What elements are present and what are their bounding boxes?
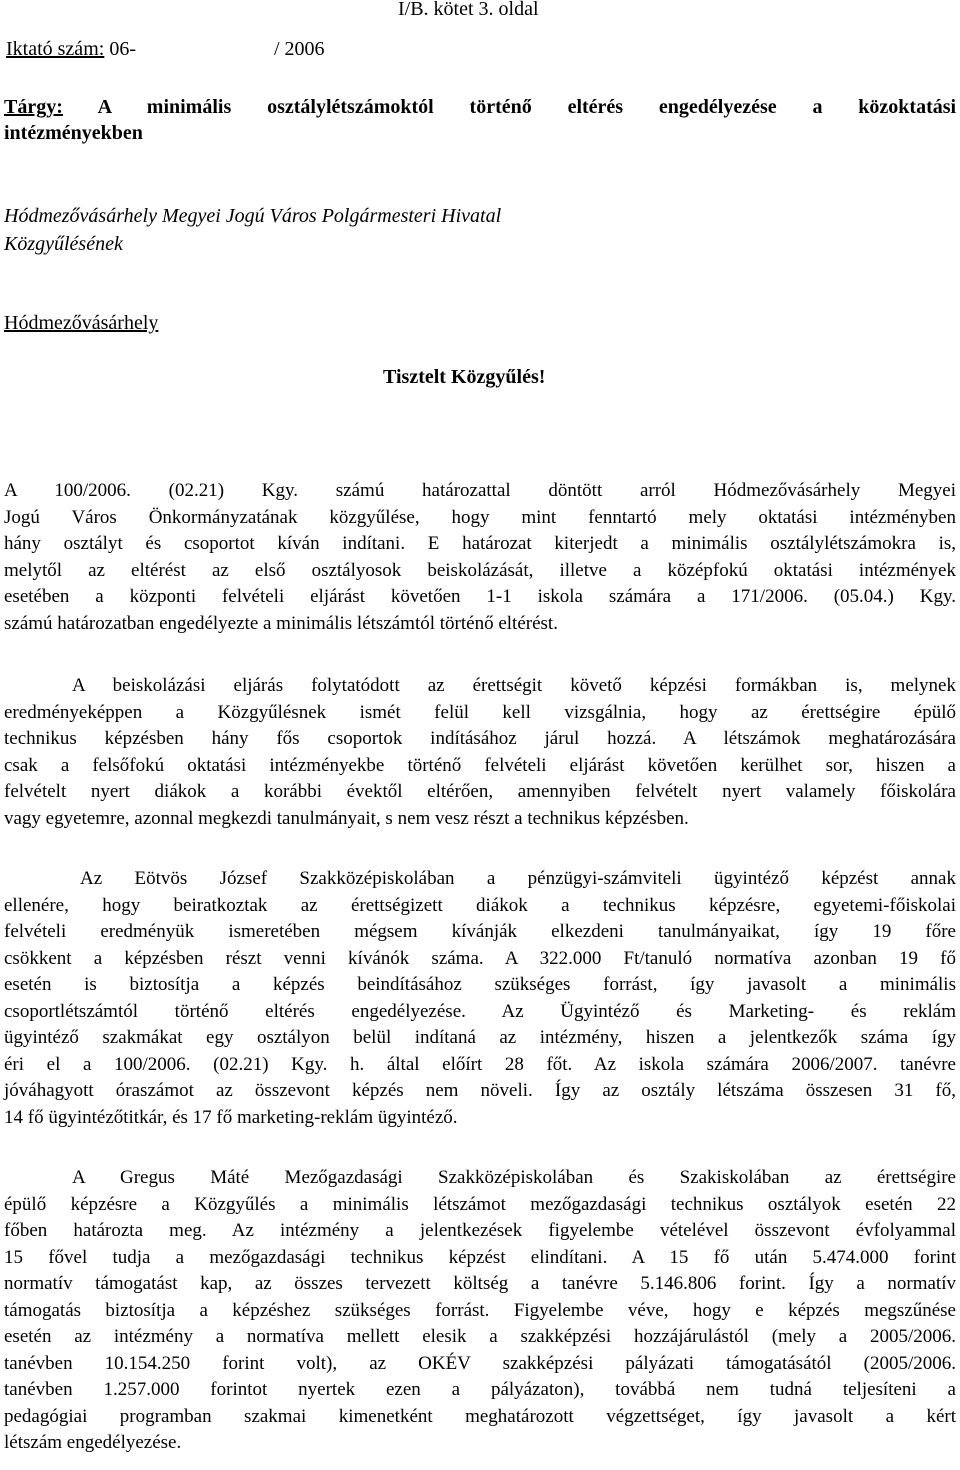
body-paragraph-2 xyxy=(4,673,956,832)
subject-word: történő xyxy=(469,96,532,118)
text-line: jóváhagyott óraszámot az összevont képzés nem növeli. Így az osztály létszáma összesen 31 fő, xyxy=(4,1080,956,1101)
addressee-line-1: Hódmezővásárhely Megyei Jogú Város Polgármesteri Hivatal xyxy=(4,205,502,227)
addressee-line-2: Közgyűlésének xyxy=(4,233,123,255)
registration-year: / 2006 xyxy=(273,38,325,60)
text-line: ügyintéző szakmákat egy osztályon belül indítaná az intézmény, hiszen a jelentkezők száma így xyxy=(4,1027,956,1048)
text-line: létszám engedélyezése. xyxy=(4,1432,182,1453)
text-line: technikus képzésben hány fős csoportok indításához járul hozzá. A létszámok meghatározására xyxy=(4,728,956,749)
text-line: 14 fő ügyintézőtitkár, és 17 fő marketing-reklám ügyintéző. xyxy=(4,1106,458,1128)
subject-word: A xyxy=(62,96,111,118)
text-line: csoportlétszámtól történő eltérés engedélyezése. Az Ügyintéző és Marketing- és reklám xyxy=(4,1000,956,1022)
subject-line-2: intézményekben xyxy=(4,122,143,144)
text-line: A beiskolázási eljárás folytatódott az érettségit követő képzési formákban is, melynek xyxy=(72,675,956,696)
text-line: csak a felsőfokú oktatási intézményekbe történő felvételi eljárást követően kerülhet sor, hiszen a xyxy=(4,754,956,776)
text-line: felvételt nyert diákok a korábbi évektől eltérően, amennyiben felvételt nyert valamely főiskolára xyxy=(4,781,956,802)
subject-label: Tárgy: xyxy=(4,96,63,118)
text-line: esetében a központi felvételi eljárást követően 1-1 iskola számára a 171/2006. (05.04.) Kgy. xyxy=(4,586,956,607)
subject-word: osztálylétszámoktól xyxy=(267,96,434,118)
subject-line-1 xyxy=(4,94,956,120)
text-line: főben határozta meg. Az intézmény a jelentkezések figyelembe vételével összevont évfolyammal xyxy=(4,1220,956,1241)
addressee-block xyxy=(4,202,501,258)
volume-page-label: I/B. kötet 3. oldal xyxy=(398,0,539,20)
text-line: esetén is biztosítja a képzés beindításához szükséges forrást, így javasolt a minimális xyxy=(4,974,956,995)
salutation: Tisztelt Közgyűlés! xyxy=(383,366,546,388)
text-line: A Gregus Máté Mezőgazdasági Szakközépiskolában és Szakiskolában az érettségire xyxy=(72,1167,956,1188)
text-line: Jogú Város Önkormányzatának közgyűlése, hogy mint fenntartó mely oktatási intézményben xyxy=(4,506,956,528)
subject-word: közoktatási xyxy=(858,96,957,118)
body-paragraph-4 xyxy=(4,1165,956,1457)
text-line: hány osztályt és csoportot kíván indítani. E határozat kiterjedt a minimális osztálylétszámokra is, xyxy=(4,533,956,554)
text-line: 15 fővel tudja a mezőgazdasági technikus képzést elindítani. A 15 fő után 5.474.000 forint xyxy=(4,1246,956,1268)
body-paragraph-1 xyxy=(4,478,956,637)
text-line: számú határozatban engedélyezte a minimális létszámtól történő eltérést. xyxy=(4,612,558,634)
text-line: épülő képzésre a Közgyűlés a minimális létszámot mezőgazdasági technikus osztályok esetén 22 xyxy=(4,1193,956,1215)
text-line: tanévben 1.257.000 forintot nyertek ezen a pályázaton), továbbá nem tudná teljesíteni a xyxy=(4,1379,956,1400)
subject-block xyxy=(4,94,956,146)
text-line: esetén az intézmény a normatíva mellett elesik a szakképzési hozzájárulástól (mely a 2005/2006. xyxy=(4,1326,956,1347)
text-line: ellenére, hogy beiratkoztak az érettségizett diákok a technikus képzésre, egyetemi-főiskolai xyxy=(4,894,956,916)
text-line: A 100/2006. (02.21) Kgy. számú határozattal döntött arról Hódmezővásárhely Megyei xyxy=(4,480,956,501)
text-line: vagy egyetemre, azonnal megkezdi tanulmányait, s nem vesz részt a technikus képzésben. xyxy=(4,807,689,829)
text-line: eredményeképpen a Közgyűlésnek ismét felül kell vizsgálnia, hogy az érettségire épülő xyxy=(4,701,956,723)
subject-word: minimális xyxy=(146,96,232,118)
registration-label: Iktató szám: xyxy=(6,38,105,60)
registration-prefix: 06- xyxy=(104,38,136,60)
text-line: pedagógiai programban szakmai kimenetként meghatározott végzettséget, így javasolt a kért xyxy=(4,1405,956,1427)
subject-word: engedélyezése xyxy=(658,96,777,118)
text-line: melytől az eltérést az első osztályosok beiskolázását, illetve a középfokú oktatási intézmények xyxy=(4,559,956,581)
registration-number xyxy=(6,38,325,61)
body-paragraph-3 xyxy=(4,866,956,1131)
text-line: tanévben 10.154.250 forint volt), az OKÉV szakképzési pályázati támogatásától (2005/2006. xyxy=(4,1352,956,1374)
subject-word: eltérés xyxy=(567,96,624,118)
text-line: normatív támogatást kap, az összes tervezett költség a tanévre 5.146.806 forint. Így a normatív xyxy=(4,1273,956,1294)
text-line: felvételi eredményük ismeretében mégsem kívánják elkezdeni tanulmányaikat, így 19 főre xyxy=(4,921,956,942)
addressee-city: Hódmezővásárhely xyxy=(4,312,159,334)
text-line: Az Eötvös József Szakközépiskolában a pénzügyi-számviteli ügyintéző képzést annak xyxy=(80,868,956,889)
text-line: támogatás biztosítja a képzéshez szükséges forrást. Figyelembe véve, hogy e képzés megszűnése xyxy=(4,1299,956,1321)
subject-word: a xyxy=(812,96,823,118)
text-line: csökkent a képzésben részt venni kívánók száma. A 322.000 Ft/tanuló normatíva azonban 19 fő xyxy=(4,947,956,969)
text-line: éri el a 100/2006. (02.21) Kgy. h. által előírt 28 főt. Az iskola számára 2006/2007. tanévre xyxy=(4,1053,956,1075)
